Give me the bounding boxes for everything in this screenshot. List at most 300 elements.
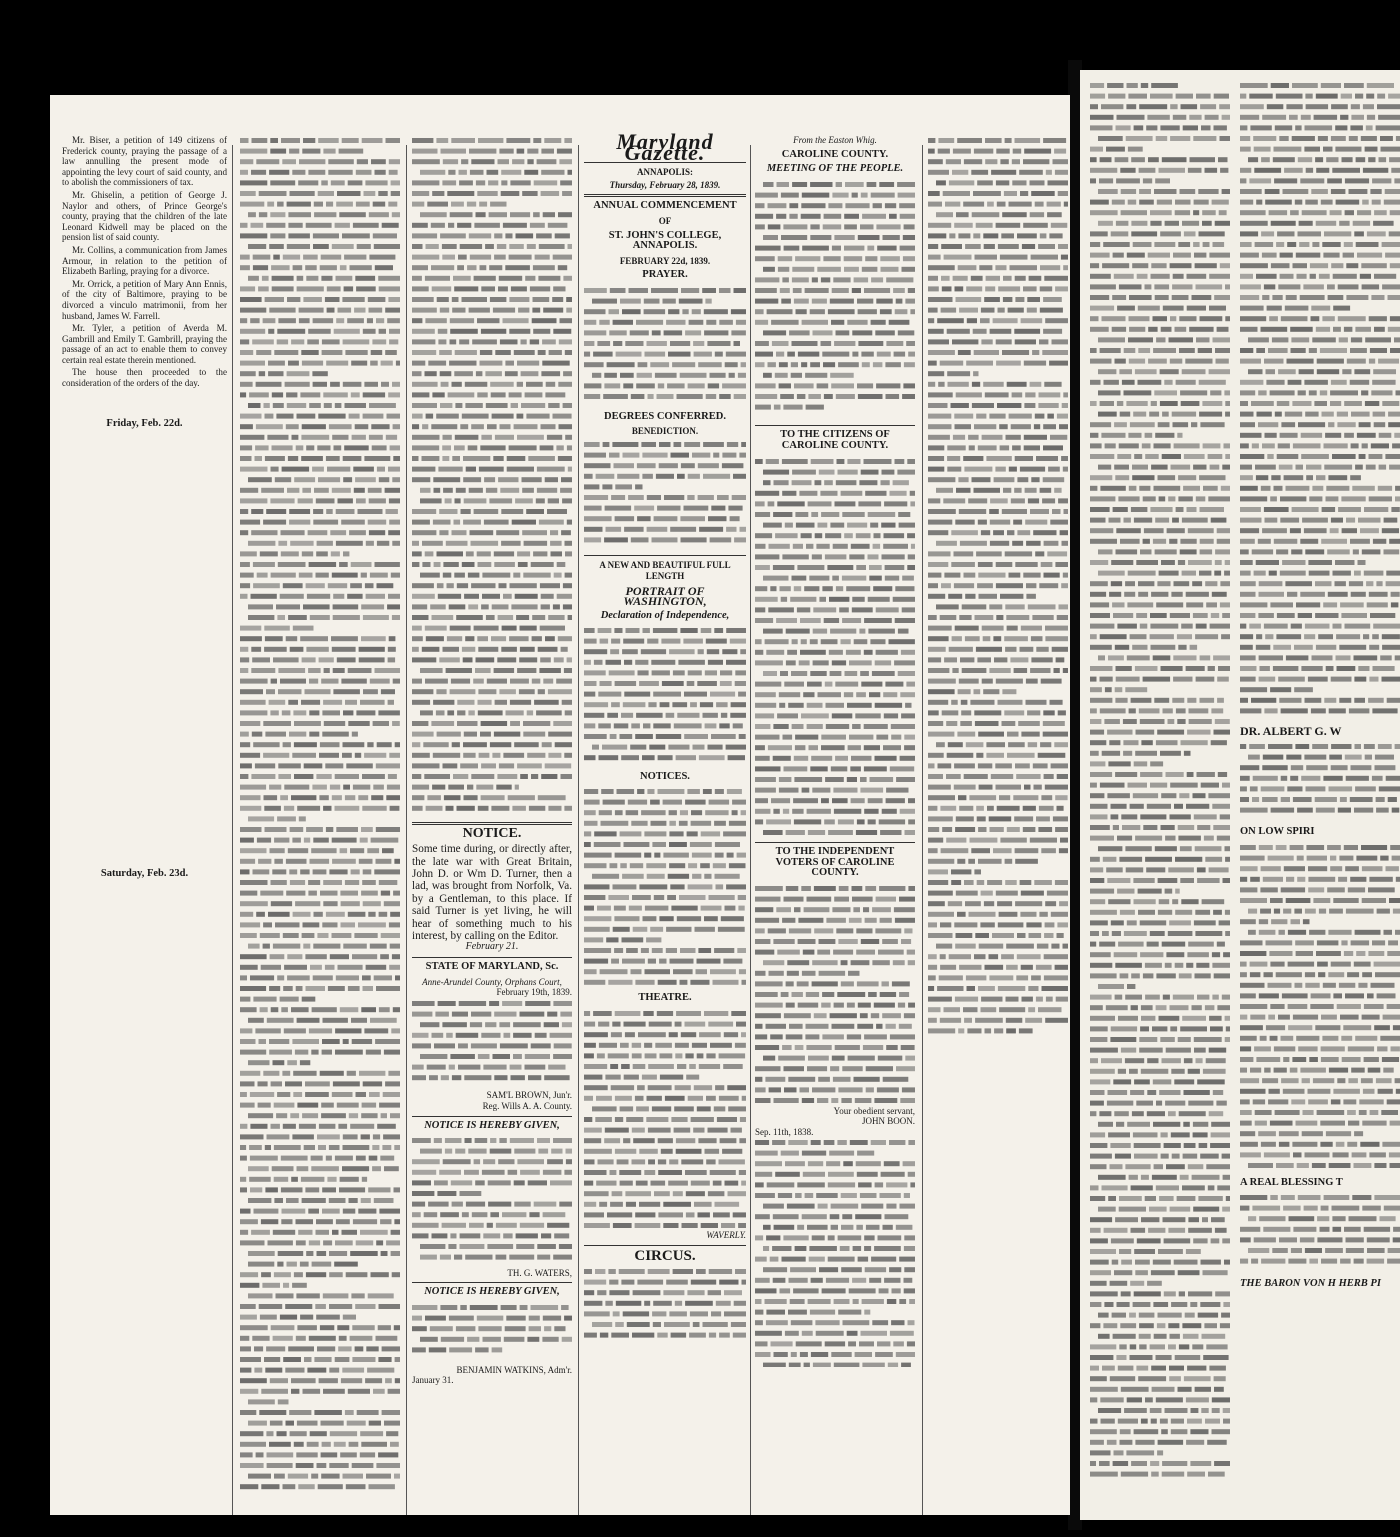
text-line-word bbox=[1220, 581, 1230, 586]
text-line-word bbox=[1063, 944, 1069, 949]
text-line-word bbox=[1130, 1344, 1137, 1349]
text-line-word bbox=[997, 202, 1006, 207]
text-line-word bbox=[264, 806, 281, 811]
text-line-word bbox=[386, 795, 400, 800]
text-line-word bbox=[860, 1193, 877, 1198]
text-line-word bbox=[1090, 1026, 1108, 1031]
text-line-word bbox=[879, 182, 894, 187]
text-line-word bbox=[1187, 1419, 1202, 1424]
text-line-word bbox=[1141, 1175, 1149, 1180]
text-line-word bbox=[1165, 836, 1175, 841]
text-line-word bbox=[928, 361, 937, 366]
text-line-word bbox=[376, 318, 384, 323]
text-line-word bbox=[818, 1077, 830, 1082]
text-line-word bbox=[1022, 244, 1035, 249]
text-line-word bbox=[928, 668, 949, 673]
text-line-word bbox=[290, 1113, 299, 1118]
text-line-word bbox=[240, 223, 248, 228]
text-line-word bbox=[684, 505, 709, 510]
text-line-word bbox=[525, 1054, 550, 1059]
text-line-word bbox=[541, 371, 560, 376]
text-line-word bbox=[330, 382, 340, 387]
text-line-word bbox=[620, 1180, 633, 1185]
text-line-word bbox=[443, 488, 453, 493]
text-line-word bbox=[755, 745, 765, 750]
text-line-word bbox=[437, 583, 444, 588]
text-line-word bbox=[584, 702, 608, 707]
text-line-word bbox=[338, 1346, 351, 1351]
text-line-word bbox=[864, 766, 887, 771]
text-line-word bbox=[240, 848, 267, 853]
text-line-word bbox=[322, 732, 349, 737]
text-line-word bbox=[343, 1039, 349, 1044]
text-line-word bbox=[675, 1021, 682, 1026]
text-line-word bbox=[277, 816, 296, 821]
text-line-word bbox=[568, 244, 573, 249]
text-line-word bbox=[291, 339, 304, 344]
text-line-word bbox=[516, 615, 529, 620]
text-line-word bbox=[874, 1246, 901, 1251]
text-line-word bbox=[928, 795, 955, 800]
text-line-word bbox=[940, 1018, 961, 1023]
text-line-word bbox=[482, 1170, 505, 1175]
text-line-word bbox=[1289, 115, 1298, 120]
text-line-word bbox=[1090, 1249, 1116, 1254]
text-line-word bbox=[533, 265, 555, 270]
text-line-word bbox=[331, 551, 340, 556]
text-line-word bbox=[964, 774, 988, 779]
text-line-word bbox=[1384, 200, 1400, 205]
text-line-word bbox=[287, 403, 306, 408]
text-line-word bbox=[1283, 189, 1309, 194]
text-line-word bbox=[264, 1357, 280, 1362]
text-line-word bbox=[669, 1312, 687, 1317]
text-line-word bbox=[1195, 973, 1211, 978]
text-line-word bbox=[894, 351, 906, 356]
text-line-word bbox=[371, 838, 399, 843]
text-line-word bbox=[584, 463, 611, 468]
text-line-word bbox=[483, 1234, 500, 1239]
text-line-word bbox=[1212, 804, 1230, 809]
text-line-word bbox=[623, 383, 633, 388]
text-line-word bbox=[468, 573, 480, 578]
text-line-word bbox=[625, 341, 643, 346]
text-line-word bbox=[1199, 475, 1225, 480]
text-line-word bbox=[734, 341, 741, 346]
text-line-word bbox=[815, 533, 823, 538]
text-line-word bbox=[649, 1021, 672, 1026]
text-line-word bbox=[317, 541, 333, 546]
text-line-word bbox=[359, 657, 385, 662]
text-line-word bbox=[1098, 465, 1111, 470]
text-line-word bbox=[853, 1299, 859, 1304]
text-line-word bbox=[487, 1244, 513, 1249]
text-line-word bbox=[1184, 1090, 1210, 1095]
text-line-word bbox=[268, 912, 290, 917]
text-line-word bbox=[318, 138, 339, 143]
text-line-word bbox=[804, 586, 819, 591]
text-line-word bbox=[316, 551, 328, 556]
text-line-word bbox=[821, 798, 829, 803]
legal-heading: STATE OF MARYLAND, Sc. bbox=[425, 961, 559, 973]
text-line-word bbox=[972, 382, 980, 387]
text-line-word bbox=[501, 509, 523, 514]
text-line-word bbox=[375, 1039, 400, 1044]
text-line-word bbox=[248, 816, 274, 821]
text-line-word bbox=[1041, 848, 1056, 853]
text-line-word bbox=[461, 509, 471, 514]
text-line-word bbox=[1090, 306, 1114, 311]
text-line-word bbox=[656, 734, 681, 739]
text-line-word bbox=[356, 286, 376, 291]
text-line-word bbox=[995, 763, 1012, 768]
text-line-word bbox=[928, 1018, 937, 1023]
text-line-word bbox=[996, 149, 1009, 154]
text-line-word bbox=[983, 689, 999, 694]
text-line-word bbox=[610, 734, 617, 739]
text-line-word bbox=[986, 742, 1005, 747]
text-line-word bbox=[938, 763, 952, 768]
text-line-word bbox=[1035, 551, 1044, 556]
text-line-word bbox=[663, 299, 676, 304]
text-line-word bbox=[323, 1018, 348, 1023]
text-line-word bbox=[374, 244, 400, 249]
text-line-word bbox=[412, 350, 436, 355]
text-line-word bbox=[1125, 846, 1151, 851]
text-line-word bbox=[650, 800, 660, 805]
text-line-word bbox=[697, 1053, 704, 1058]
text-line-word bbox=[1361, 136, 1377, 141]
text-line-word bbox=[450, 329, 478, 334]
text-line-word bbox=[789, 1024, 803, 1029]
text-line-word bbox=[517, 668, 536, 673]
text-line-word bbox=[844, 214, 859, 219]
text-line-word bbox=[1015, 562, 1037, 567]
text-line-word bbox=[850, 1140, 868, 1145]
text-line-word bbox=[297, 1421, 318, 1426]
text-line-word bbox=[986, 753, 1004, 758]
text-line-word bbox=[557, 562, 566, 567]
text-line-word bbox=[1222, 465, 1230, 470]
text-line-word bbox=[1002, 350, 1029, 355]
text-line-word bbox=[412, 382, 438, 387]
text-line-word bbox=[1217, 1185, 1230, 1190]
text-line-word bbox=[755, 320, 768, 325]
text-line-word bbox=[240, 636, 262, 641]
text-line-word bbox=[687, 495, 694, 500]
text-line-word bbox=[708, 1191, 725, 1196]
text-line-word bbox=[440, 403, 452, 408]
text-line-word bbox=[862, 1363, 884, 1367]
text-line-word bbox=[996, 679, 1023, 684]
text-line-word bbox=[240, 912, 253, 917]
text-line-word bbox=[1134, 1429, 1159, 1434]
adjacent-page bbox=[1080, 70, 1400, 1520]
text-line-word bbox=[516, 1234, 538, 1239]
text-line-word bbox=[1222, 613, 1230, 618]
text-line-word bbox=[240, 647, 248, 652]
text-line-word bbox=[483, 1159, 495, 1164]
text-line-word bbox=[368, 488, 382, 493]
text-line-word bbox=[1189, 708, 1209, 713]
text-line-word bbox=[499, 149, 513, 154]
text-line-word bbox=[319, 795, 328, 800]
text-line-word bbox=[492, 414, 514, 419]
text-line-word bbox=[274, 350, 298, 355]
text-line-word bbox=[755, 256, 775, 261]
text-line-word bbox=[293, 626, 314, 631]
text-line-word bbox=[299, 573, 313, 578]
text-line-word bbox=[470, 255, 491, 260]
text-line-word bbox=[443, 435, 452, 440]
text-line-word bbox=[609, 330, 626, 335]
text-line-word bbox=[699, 1064, 720, 1069]
text-line-word bbox=[312, 371, 327, 376]
text-line-word bbox=[518, 308, 529, 313]
text-line-word bbox=[976, 223, 993, 228]
text-line-word bbox=[584, 681, 597, 686]
text-line-word bbox=[1113, 253, 1124, 258]
text-line-word bbox=[1005, 880, 1017, 885]
text-line-word bbox=[412, 1202, 425, 1207]
text-line-word bbox=[340, 891, 358, 896]
text-line-word bbox=[802, 320, 828, 325]
text-line-word bbox=[1016, 774, 1040, 779]
text-line-word bbox=[292, 838, 301, 843]
text-line-word bbox=[365, 583, 374, 588]
text-line-word bbox=[810, 309, 825, 314]
text-line-word bbox=[350, 1124, 374, 1129]
text-line-word bbox=[378, 276, 400, 281]
text-line-word bbox=[333, 689, 360, 694]
text-line-word bbox=[776, 907, 791, 912]
text-line-word bbox=[465, 403, 482, 408]
text-line-word bbox=[1057, 615, 1068, 620]
text-line-word bbox=[274, 838, 289, 843]
text-line-word bbox=[1121, 1291, 1131, 1296]
text-line-word bbox=[667, 383, 685, 388]
text-line-word bbox=[1115, 157, 1129, 162]
text-line-word bbox=[652, 671, 670, 676]
text-line-word bbox=[339, 1187, 365, 1192]
text-line-word bbox=[755, 1289, 777, 1294]
text-line-word bbox=[1101, 433, 1125, 438]
text-line-word bbox=[323, 1293, 349, 1298]
text-line-word bbox=[372, 1145, 379, 1150]
text-line-word bbox=[755, 362, 765, 367]
text-line-word bbox=[617, 1159, 629, 1164]
text-line-word bbox=[469, 1223, 484, 1228]
text-line-word bbox=[865, 886, 876, 891]
text-line-word bbox=[1183, 486, 1200, 491]
text-line-word bbox=[689, 1064, 696, 1069]
text-line-word bbox=[259, 1410, 286, 1415]
text-line-word bbox=[1053, 816, 1068, 821]
text-line-word bbox=[653, 1301, 672, 1306]
text-line-word bbox=[423, 742, 448, 747]
text-line-word bbox=[1118, 942, 1144, 947]
text-line-word bbox=[1090, 316, 1099, 321]
text-line-word bbox=[1215, 719, 1230, 724]
text-line-word bbox=[1196, 496, 1206, 501]
text-line-word bbox=[1090, 1397, 1097, 1402]
text-line-word bbox=[1164, 380, 1172, 385]
text-line-word bbox=[459, 170, 467, 175]
text-line-word bbox=[598, 724, 611, 729]
text-line-word bbox=[452, 1075, 461, 1080]
text-line-word bbox=[659, 463, 678, 468]
text-line-word bbox=[240, 785, 266, 790]
text-line-word bbox=[496, 785, 511, 790]
text-line-word bbox=[481, 604, 489, 609]
text-line-word bbox=[1039, 912, 1047, 917]
text-line-word bbox=[277, 339, 288, 344]
text-line-word bbox=[584, 811, 596, 816]
text-line-word bbox=[1106, 867, 1123, 872]
text-line-word bbox=[853, 907, 860, 912]
text-line-word bbox=[412, 403, 437, 408]
text-line-word bbox=[1214, 571, 1221, 576]
text-line-word bbox=[1015, 297, 1024, 302]
text-line-word bbox=[389, 339, 398, 344]
text-line-word bbox=[969, 445, 975, 450]
text-line-word bbox=[896, 777, 915, 782]
text-line-word bbox=[1206, 1344, 1227, 1349]
text-line-word bbox=[841, 1098, 851, 1103]
text-line-word bbox=[584, 1280, 606, 1285]
text-line-word bbox=[696, 970, 708, 975]
text-line-word bbox=[240, 1007, 257, 1012]
text-line-word bbox=[1221, 634, 1230, 639]
divider bbox=[412, 957, 572, 958]
text-line-word bbox=[1193, 1207, 1219, 1212]
text-line-word bbox=[613, 885, 637, 890]
text-line-word bbox=[433, 520, 451, 525]
text-line-word bbox=[1220, 814, 1230, 819]
text-line-word bbox=[1170, 136, 1190, 141]
text-line-word bbox=[264, 403, 270, 408]
text-line-word bbox=[928, 551, 951, 556]
text-line-word bbox=[1064, 202, 1068, 207]
text-line-word bbox=[273, 1230, 295, 1235]
text-line-word bbox=[1133, 1302, 1151, 1307]
text-line-word bbox=[928, 265, 955, 270]
text-line-word bbox=[584, 906, 594, 911]
text-line-word bbox=[861, 351, 873, 356]
text-line-word bbox=[842, 1066, 862, 1071]
text-line-word bbox=[457, 700, 474, 705]
text-line-word bbox=[533, 329, 550, 334]
text-line-word bbox=[828, 309, 855, 314]
text-line-word bbox=[1117, 454, 1131, 459]
text-line-word bbox=[944, 573, 960, 578]
text-line-word bbox=[1323, 147, 1333, 152]
text-line-word bbox=[1140, 772, 1162, 777]
text-line-word bbox=[766, 1310, 785, 1315]
text-line-word bbox=[493, 308, 515, 313]
text-line-word bbox=[1110, 1143, 1130, 1148]
text-line-word bbox=[270, 954, 285, 959]
text-line-word bbox=[653, 692, 681, 697]
text-line-word bbox=[1196, 94, 1211, 99]
text-line-word bbox=[309, 1028, 332, 1033]
text-line-word bbox=[866, 1066, 893, 1071]
text-line-word bbox=[1133, 412, 1146, 417]
text-line-word bbox=[1171, 1132, 1190, 1137]
text-line-word bbox=[873, 362, 883, 367]
text-line-word bbox=[352, 1325, 374, 1330]
text-line-word bbox=[719, 1159, 745, 1164]
text-line-word bbox=[544, 1022, 559, 1027]
text-line-word bbox=[1043, 138, 1066, 143]
text-line-word bbox=[468, 445, 478, 450]
text-line-word bbox=[240, 1442, 266, 1447]
text-line-word bbox=[779, 383, 791, 388]
text-line-word bbox=[375, 170, 386, 175]
text-line-word bbox=[248, 244, 266, 249]
text-line-word bbox=[357, 1410, 379, 1415]
text-line-word bbox=[755, 649, 763, 654]
text-line-word bbox=[1214, 1376, 1226, 1381]
text-line-word bbox=[597, 906, 611, 911]
text-line-word bbox=[1141, 1069, 1169, 1074]
adjacent-column-2 bbox=[1240, 80, 1400, 1293]
text-line-word bbox=[681, 288, 699, 293]
text-line-word bbox=[895, 586, 914, 591]
text-line-word bbox=[614, 948, 623, 953]
text-line-word bbox=[251, 647, 261, 652]
text-line-word bbox=[348, 668, 372, 673]
text-line-word bbox=[1217, 528, 1230, 533]
text-line-word bbox=[928, 350, 955, 355]
text-line-word bbox=[316, 1219, 333, 1224]
text-line-word bbox=[993, 636, 1001, 641]
text-line-word bbox=[831, 320, 844, 325]
text-line-word bbox=[363, 689, 378, 694]
text-line-word bbox=[677, 917, 701, 922]
text-line-word bbox=[1025, 392, 1035, 397]
text-line-word bbox=[352, 1463, 374, 1468]
text-line-word bbox=[755, 777, 776, 782]
text-line-word bbox=[1090, 253, 1110, 258]
notice-date: February 21. bbox=[465, 941, 519, 953]
text-line-word bbox=[412, 149, 438, 154]
text-line-word bbox=[240, 891, 257, 896]
text-line-word bbox=[954, 922, 977, 927]
text-line-word bbox=[1335, 125, 1347, 130]
text-line-word bbox=[437, 1191, 456, 1196]
text-line-word bbox=[412, 244, 423, 249]
text-line-word bbox=[625, 1191, 651, 1196]
text-line-word bbox=[255, 1028, 280, 1033]
text-line-word bbox=[1055, 880, 1068, 885]
text-line-word bbox=[592, 299, 617, 304]
text-line-word bbox=[691, 1117, 714, 1122]
text-line-word bbox=[301, 456, 323, 461]
text-line-word bbox=[659, 442, 671, 447]
text-line-word bbox=[1019, 1028, 1033, 1033]
text-line-word bbox=[600, 1333, 608, 1338]
text-line-word bbox=[722, 1148, 742, 1153]
text-line-word bbox=[842, 575, 866, 580]
text-line-word bbox=[335, 1357, 350, 1362]
text-line-word bbox=[755, 277, 779, 282]
text-line-word bbox=[908, 1321, 915, 1326]
text-line-word bbox=[529, 1326, 541, 1331]
text-line-word bbox=[391, 573, 400, 578]
text-line-word bbox=[884, 501, 907, 506]
text-line-word bbox=[630, 330, 649, 335]
